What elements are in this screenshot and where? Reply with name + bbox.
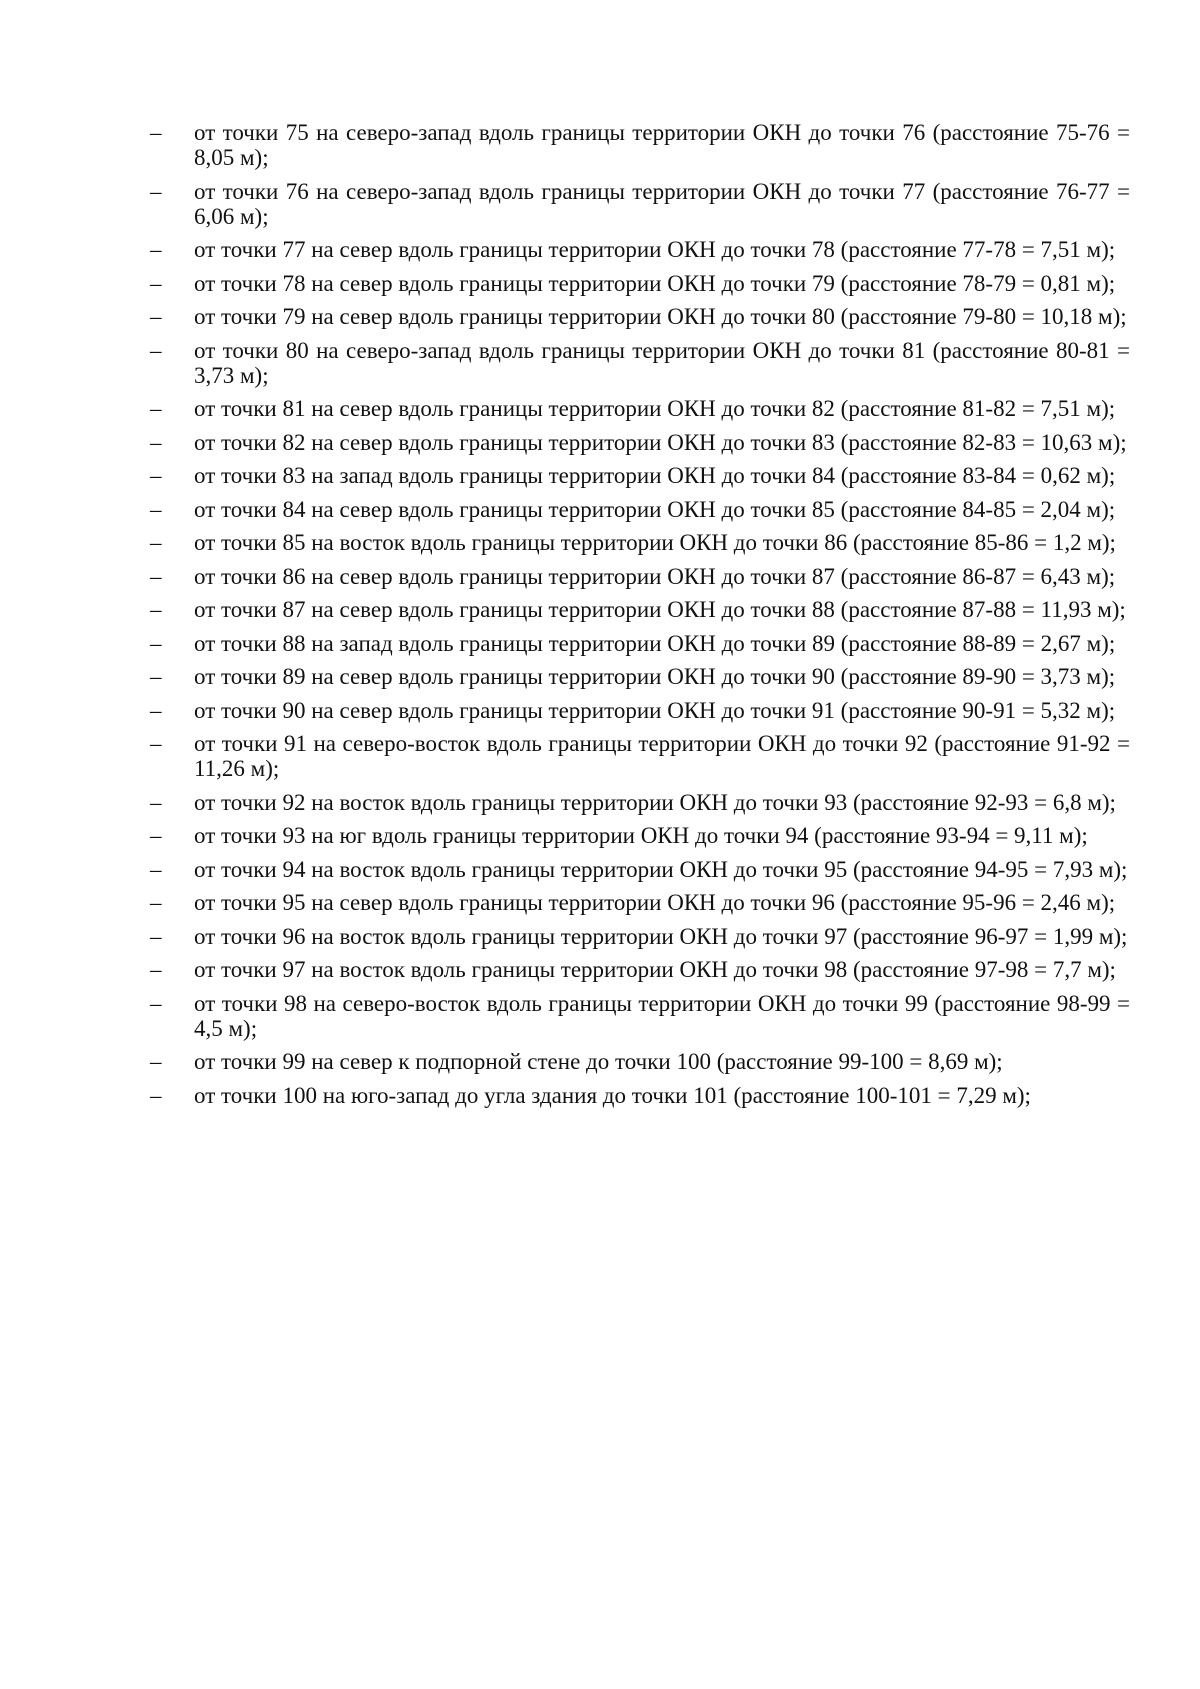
list-item: [150, 698, 1130, 723]
list-item: [150, 1083, 1130, 1108]
list-item-text: от точки 85 на восток вдоль границы территории ОКН до точки 86 (расстояние 85-86 = 1,2 м);: [194, 530, 1116, 555]
list-item: [150, 924, 1130, 949]
list-bullet-dash: –: [150, 530, 162, 555]
list-item-text: от точки 83 на запад вдоль границы территории ОКН до точки 84 (расстояние 83-84 = 0,62 м);: [194, 463, 1116, 488]
list-item-text: от точки 76 на северо-запад вдоль границы территории ОКН до точки 77 (расстояние 76-77 = 6,06 м);: [194, 178, 1130, 229]
list-item-text: от точки 92 на восток вдоль границы территории ОКН до точки 93 (расстояние 92-93 = 6,8 м);: [194, 789, 1116, 815]
list-bullet-dash: –: [150, 630, 162, 656]
list-bullet-dash: –: [150, 890, 162, 915]
list-item: [150, 179, 1130, 229]
list-bullet-dash: –: [150, 789, 162, 815]
list-item: [150, 731, 1130, 781]
list-item: [150, 957, 1130, 982]
list-item-text: от точки 77 на север вдоль границы территории ОКН до точки 78 (расстояние 77-78 = 7,51 м);: [194, 237, 1116, 262]
list-bullet-dash: –: [150, 856, 162, 882]
list-bullet-dash: –: [150, 496, 162, 522]
list-item-text: от точки 88 на запад вдоль границы территории ОКН до точки 89 (расстояние 88-89 = 2,67 м);: [194, 630, 1116, 656]
list-bullet-dash: –: [150, 597, 162, 622]
list-item: [150, 564, 1130, 589]
list-item-text: от точки 96 на восток вдоль границы территории ОКН до точки 97 (расстояние 96-97 = 1,99 м);: [194, 923, 1128, 949]
list-item: [150, 338, 1130, 388]
list-bullet-dash: –: [150, 1049, 162, 1074]
list-bullet-dash: –: [150, 120, 162, 145]
list-item: [150, 823, 1130, 848]
boundary-description-list: [150, 120, 1130, 1116]
list-bullet-dash: –: [150, 563, 162, 589]
list-bullet-dash: –: [150, 1082, 162, 1108]
list-bullet-dash: –: [150, 429, 162, 455]
list-item-text: от точки 95 на север вдоль границы территории ОКН до точки 96 (расстояние 95-96 = 2,46 м);: [194, 890, 1116, 915]
list-item: [150, 664, 1130, 689]
list-item-text: от точки 100 на юго-запад до угла здания до точки 101 (расстояние 100-101 = 7,29 м);: [194, 1082, 1031, 1108]
list-item-text: от точки 86 на север вдоль границы территории ОКН до точки 87 (расстояние 86-87 = 6,43 м);: [194, 563, 1116, 589]
list-item: [150, 396, 1130, 421]
list-item: [150, 237, 1130, 262]
list-item: [150, 120, 1130, 170]
list-item-text: от точки 84 на север вдоль границы территории ОКН до точки 85 (расстояние 84-85 = 2,04 м);: [194, 496, 1116, 522]
list-item-text: от точки 87 на север вдоль границы территории ОКН до точки 88 (расстояние 87-88 = 11,93 м);: [194, 597, 1126, 622]
list-item: [150, 991, 1130, 1041]
list-bullet-dash: –: [150, 697, 162, 723]
list-item: [150, 530, 1130, 555]
list-item-text: от точки 79 на север вдоль границы территории ОКН до точки 80 (расстояние 79-80 = 10,18 м);: [194, 304, 1127, 329]
list-bullet-dash: –: [150, 237, 162, 262]
list-bullet-dash: –: [150, 957, 162, 982]
list-item-text: от точки 98 на северо-восток вдоль границы территории ОКН до точки 99 (расстояние 98-99 = 4,5 м);: [194, 990, 1130, 1041]
list-item-text: от точки 80 на северо-запад вдоль границы территории ОКН до точки 81 (расстояние 80-81 = 3,73 м);: [194, 337, 1130, 388]
list-item: [150, 790, 1130, 815]
list-item-text: от точки 91 на северо-восток вдоль границы территории ОКН до точки 92 (расстояние 91-92 = 11,26 м);: [194, 731, 1130, 781]
list-item: [150, 497, 1130, 522]
list-bullet-dash: –: [150, 396, 162, 421]
list-item: [150, 271, 1130, 296]
list-item: [150, 463, 1130, 488]
list-bullet-dash: –: [150, 463, 162, 488]
list-item-text: от точки 90 на север вдоль границы территории ОКН до точки 91 (расстояние 90-91 = 5,32 м);: [194, 697, 1116, 723]
list-item-text: от точки 94 на восток вдоль границы территории ОКН до точки 95 (расстояние 94-95 = 7,93 м);: [194, 856, 1128, 882]
list-item: [150, 631, 1130, 656]
list-bullet-dash: –: [150, 337, 162, 363]
list-item-text: от точки 93 на юг вдоль границы территории ОКН до точки 94 (расстояние 93-94 = 9,11 м);: [194, 823, 1088, 848]
list-item-text: от точки 75 на северо-запад вдоль границы территории ОКН до точки 76 (расстояние 75-76 = 8,05 м);: [194, 120, 1130, 170]
list-bullet-dash: –: [150, 304, 162, 329]
list-item-text: от точки 78 на север вдоль границы территории ОКН до точки 79 (расстояние 78-79 = 0,81 м);: [194, 270, 1116, 296]
list-bullet-dash: –: [150, 923, 162, 949]
list-item-text: от точки 82 на север вдоль границы территории ОКН до точки 83 (расстояние 82-83 = 10,63 м);: [194, 429, 1127, 455]
list-item: [150, 890, 1130, 915]
list-bullet-dash: –: [150, 664, 162, 689]
list-item: [150, 430, 1130, 455]
list-item: [150, 857, 1130, 882]
list-item-text: от точки 81 на север вдоль границы территории ОКН до точки 82 (расстояние 81-82 = 7,51 м);: [194, 396, 1116, 421]
list-bullet-dash: –: [150, 731, 162, 756]
list-bullet-dash: –: [150, 990, 162, 1016]
list-item-text: от точки 89 на север вдоль границы территории ОКН до точки 90 (расстояние 89-90 = 3,73 м);: [194, 664, 1116, 689]
list-item-text: от точки 97 на восток вдоль границы территории ОКН до точки 98 (расстояние 97-98 = 7,7 м);: [194, 957, 1116, 982]
list-item-text: от точки 99 на север к подпорной стене до точки 100 (расстояние 99-100 = 8,69 м);: [194, 1049, 1003, 1074]
list-item: [150, 1049, 1130, 1074]
list-bullet-dash: –: [150, 270, 162, 296]
list-item: [150, 304, 1130, 329]
list-item: [150, 597, 1130, 622]
list-bullet-dash: –: [150, 823, 162, 848]
list-bullet-dash: –: [150, 178, 162, 204]
